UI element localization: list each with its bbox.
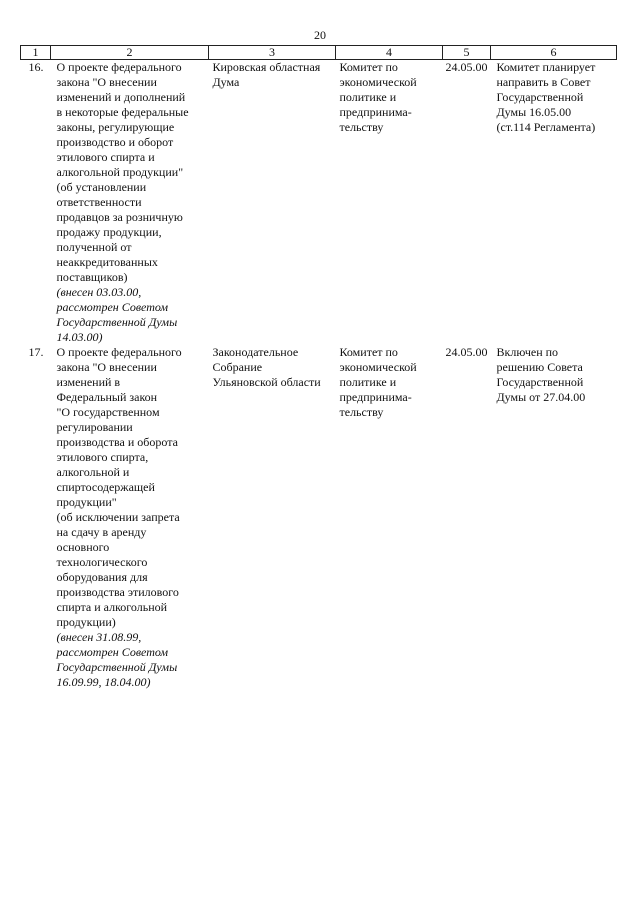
text-line: полученной от <box>56 240 132 254</box>
text-line: основного <box>56 540 110 554</box>
text-line: алкогольной и <box>56 465 130 479</box>
text-line: продажу продукции, <box>56 225 162 239</box>
text-line: Федеральный закон <box>56 390 158 404</box>
text-line: закона "О внесении <box>56 75 157 89</box>
text-line: закона "О внесении <box>56 360 157 374</box>
text-line: рассмотрен Советом <box>56 645 169 659</box>
text-line: оборудования для <box>56 570 148 584</box>
row-number: 17. <box>28 345 44 359</box>
text-line: (об исключении запрета <box>56 510 180 524</box>
column-header: 5 <box>443 46 491 60</box>
text-line: этилового спирта и <box>56 150 155 164</box>
text-line: Комитет планирует <box>496 60 596 74</box>
bills-table <box>20 45 617 690</box>
text-line: изменений в <box>56 375 121 389</box>
text-line: рассмотрен Советом <box>56 300 169 314</box>
text-line: производство и оборот <box>56 135 174 149</box>
column-header: 2 <box>51 46 209 60</box>
text-line: изменений и дополнений <box>56 90 186 104</box>
table-row <box>21 60 617 346</box>
text-line: экономической <box>339 360 417 374</box>
text-line: Комитет по <box>339 345 398 359</box>
text-line: направить в Совет <box>496 75 591 89</box>
text-line: производства этилового <box>56 585 179 599</box>
text-line: Государственной <box>496 375 584 389</box>
text-line: Включен по <box>496 345 559 359</box>
text-line: О проекте федерального <box>56 345 182 359</box>
text-line: тельству <box>339 405 384 419</box>
page-number: 20 <box>314 28 326 42</box>
column-number-header-row <box>21 46 617 60</box>
text-line: в некоторые федеральные <box>56 105 189 119</box>
bill-title-cell <box>51 60 209 346</box>
text-line: Законодательное <box>212 345 299 359</box>
text-line: Думы 16.05.00 <box>496 105 572 119</box>
text-line: продукции) <box>56 615 116 629</box>
text-line: (внесен 31.08.99, <box>56 630 142 644</box>
text-line: предпринима- <box>339 105 412 119</box>
text-line: политике и <box>339 90 397 104</box>
date-cell: 24.05.00 <box>445 345 488 359</box>
initiator-cell <box>209 60 336 346</box>
text-line: Комитет по <box>339 60 398 74</box>
text-line: Ульяновской области <box>212 375 321 389</box>
text-line: решению Совета <box>496 360 583 374</box>
text-line: ответственности <box>56 195 142 209</box>
text-line: (внесен 03.03.00, <box>56 285 142 299</box>
initiator-cell <box>209 345 336 690</box>
text-line: продукции" <box>56 495 117 509</box>
text-line: 14.03.00) <box>56 330 103 344</box>
text-line: законы, регулирующие <box>56 120 175 134</box>
text-line: экономической <box>339 75 417 89</box>
column-header: 6 <box>491 46 617 60</box>
text-line: политике и <box>339 375 397 389</box>
text-line: этилового спирта, <box>56 450 149 464</box>
bill-title-cell <box>51 345 209 690</box>
text-line: неаккредитованных <box>56 255 158 269</box>
text-line: Думы от 27.04.00 <box>496 390 586 404</box>
text-line: тельству <box>339 120 384 134</box>
table-row <box>21 345 617 690</box>
text-line: спиртосодержащей <box>56 480 155 494</box>
column-header: 1 <box>21 46 51 60</box>
status-cell <box>491 345 617 690</box>
text-line: производства и оборота <box>56 435 178 449</box>
date-cell: 24.05.00 <box>445 60 488 74</box>
column-header: 3 <box>209 46 336 60</box>
text-line: Государственной <box>496 90 584 104</box>
committee-cell <box>336 60 443 346</box>
text-line: О проекте федерального <box>56 60 182 74</box>
text-line: продавцов за розничную <box>56 210 183 224</box>
text-line: регулировании <box>56 420 133 434</box>
text-line: 16.09.99, 18.04.00) <box>56 675 151 689</box>
text-line: (об установлении <box>56 180 147 194</box>
text-line: спирта и алкогольной <box>56 600 168 614</box>
text-line: Государственной Думы <box>56 315 178 329</box>
text-line: Дума <box>212 75 240 89</box>
text-line: поставщиков) <box>56 270 128 284</box>
column-header: 4 <box>336 46 443 60</box>
text-line: Кировская областная <box>212 60 321 74</box>
status-cell <box>491 60 617 346</box>
text-line: алкогольной продукции" <box>56 165 184 179</box>
text-line: (ст.114 Регламента) <box>496 120 596 134</box>
text-line: Собрание <box>212 360 263 374</box>
committee-cell <box>336 345 443 690</box>
text-line: на сдачу в аренду <box>56 525 147 539</box>
text-line: "О государственном <box>56 405 160 419</box>
text-line: предпринима- <box>339 390 412 404</box>
text-line: Государственной Думы <box>56 660 178 674</box>
text-line: технологического <box>56 555 148 569</box>
row-number: 16. <box>28 60 44 74</box>
